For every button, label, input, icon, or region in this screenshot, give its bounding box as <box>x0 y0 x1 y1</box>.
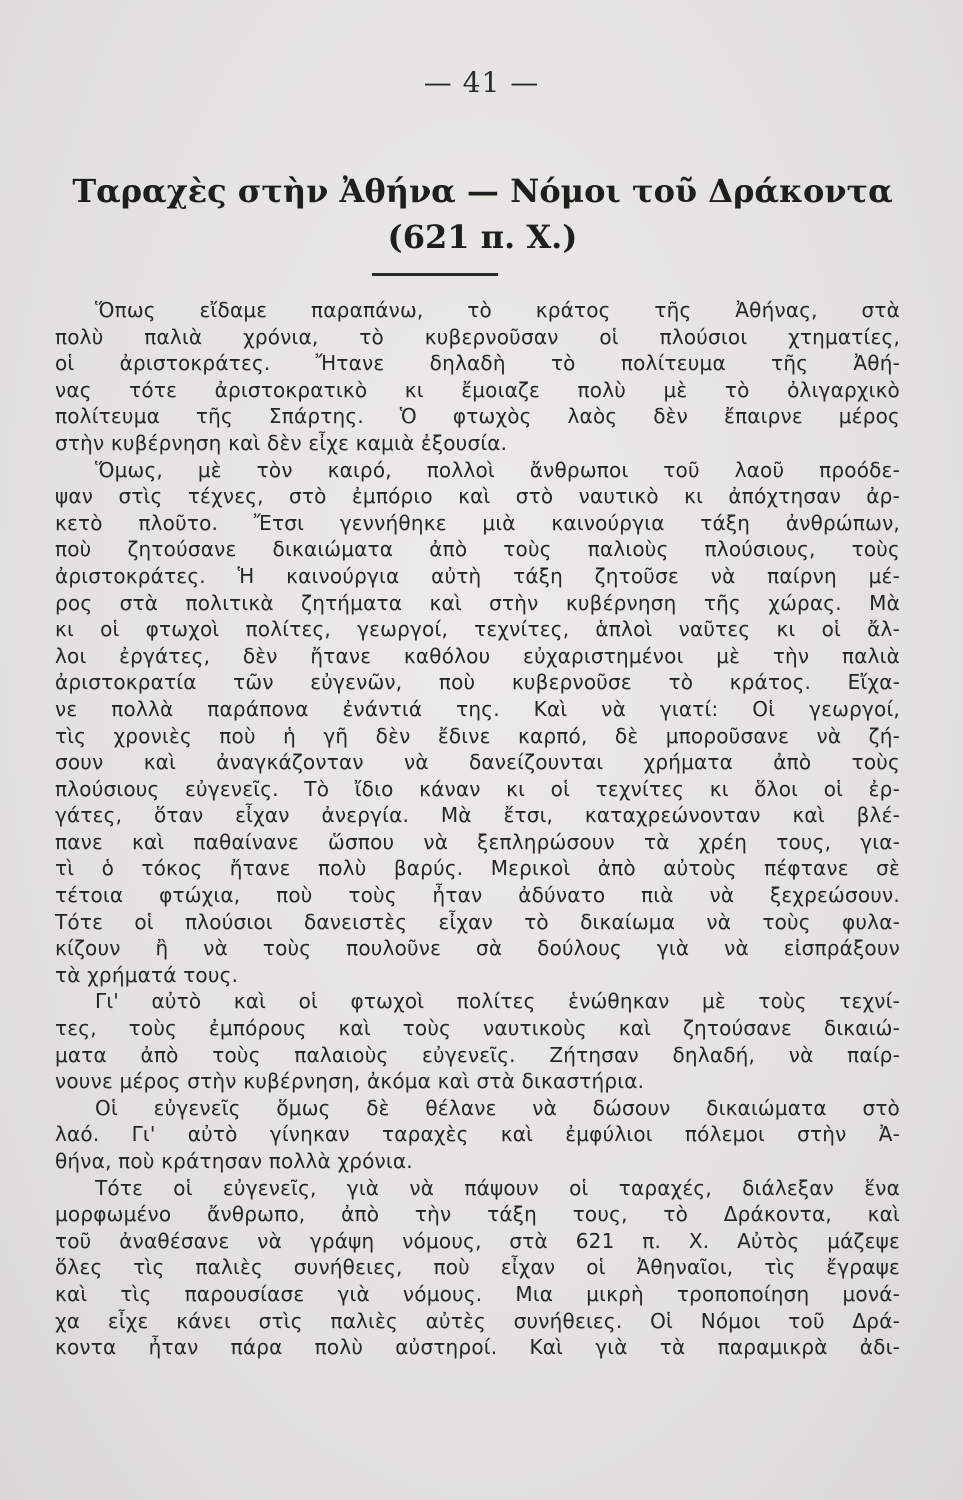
text-line: νουνε μέρος στὴν κυβέρνηση, ἀκόμα καὶ στὰ δικαστήρια. <box>55 1069 645 1094</box>
text-line: ἀριστοκράτες. Ἡ καινούργια αὐτὴ τάξη ζητοῦσε νὰ παίρνη μέ- <box>55 563 900 588</box>
text-line: ὅλες τὶς παλιὲς συνήθειες, ποὺ εἶχαν οἱ Ἀθηναῖοι, τὶς ἔγραψε <box>55 1255 900 1280</box>
body-text <box>55 297 900 1361</box>
text-line: Γι' αὐτὸ καὶ οἱ φτωχοὶ πολίτες ἑνώθηκαν μὲ τοὺς τεχνί- <box>95 989 900 1014</box>
text-line: κοντα ἦταν πάρα πολὺ αὐστηροί. Καὶ γιὰ τὰ παραμικρὰ ἀδι- <box>55 1335 900 1360</box>
text-line: λαό. Γι' αὐτὸ γίνηκαν ταραχὲς καὶ ἐμφύλιοι πόλεμοι στὴν Ἀ- <box>55 1122 900 1147</box>
text-line: Τότε οἱ πλούσιοι δανειστὲς εἶχαν τὸ δικαίωμα νὰ τοὺς φυλα- <box>55 909 900 934</box>
chapter-title <box>40 168 925 260</box>
chapter-title-line-2: (621 π. Χ.) <box>387 218 578 256</box>
page-number: — 41 — <box>423 66 540 99</box>
text-line: κίζουν ἢ νὰ τοὺς πουλοῦνε σὰ δούλους γιὰ νὰ εἰσπράξουν <box>55 936 900 961</box>
text-line: κετὸ πλοῦτο. Ἔτσι γεννήθηκε μιὰ καινούργια τάξη ἀνθρώπων, <box>55 510 900 535</box>
text-line: νας τότε ἀριστοκρατικὸ κι ἔμοιαζε πολὺ μὲ τὸ ὀλιγαρχικὸ <box>55 377 900 402</box>
title-divider <box>372 273 498 276</box>
text-line: τέτοια φτώχια, ποὺ τοὺς ἦταν ἀδύνατο πιὰ νὰ ξεχρεώσουν. <box>55 883 900 908</box>
text-line: νε πολλὰ παράπονα ἐνάντιά της. Καὶ νὰ γιατί: Οἱ γεωργοί, <box>55 696 900 721</box>
text-line: θήνα, ποὺ κράτησαν πολλὰ χρόνια. <box>55 1149 413 1173</box>
text-line: Οἱ εὐγενεῖς ὅμως δὲ θέλανε νὰ δώσουν δικαιώματα στὸ <box>95 1095 900 1120</box>
text-line: Ὅμως, μὲ τὸν καιρό, πολλοὶ ἄνθρωποι τοῦ λαοῦ προόδε- <box>95 457 900 482</box>
text-line: Τότε οἱ εὐγενεῖς, γιὰ νὰ πάψουν οἱ ταραχές, διάλεξαν ἕνα <box>95 1175 900 1200</box>
text-line: τες, τοὺς ἐμπόρους καὶ τοὺς ναυτικοὺς καὶ ζητούσανε δικαιώ- <box>55 1016 900 1041</box>
text-line: Ὅπως εἴδαμε παραπάνω, τὸ κράτος τῆς Ἀθήνας, στὰ <box>95 298 900 322</box>
chapter-title-line-1: Ταραχὲς στὴν Ἀθήνα — Νόμοι τοῦ Δράκοντα <box>72 172 893 210</box>
text-line: πολίτευμα τῆς Σπάρτης. Ὁ φτωχὸς λαὸς δὲν ἔπαιρνε μέρος <box>55 404 900 429</box>
text-line: σουν καὶ ἀναγκάζονταν νὰ δανείζουνται χρήματα ἀπὸ τοὺς <box>55 750 900 775</box>
text-line: πολὺ παλιὰ χρόνια, τὸ κυβερνοῦσαν οἱ πλούσιοι χτηματίες, <box>55 324 900 349</box>
text-line: πλούσιους εὐγενεῖς. Τὸ ἴδιο κάναν κι οἱ τεχνίτες κι ὅλοι οἱ ἐρ- <box>55 776 900 801</box>
text-line: στὴν κυβέρνηση καὶ δὲν εἶχε καμιὰ ἐξουσία. <box>55 430 508 455</box>
text-line: τὰ χρήματά τους. <box>55 962 239 987</box>
text-line: τὶ ὁ τόκος ἤτανε πολὺ βαρύς. Μερικοὶ ἀπὸ αὐτοὺς πέφτανε σὲ <box>55 856 900 881</box>
text-line: γάτες, ὅταν εἶχαν ἀνεργία. Μὰ ἔτσι, καταχρεώνονταν καὶ βλέ- <box>55 803 900 828</box>
text-line: οἱ ἀριστοκράτες. Ἤτανε δηλαδὴ τὸ πολίτευμα τῆς Ἀθή- <box>55 351 900 376</box>
text-line: τοῦ ἀναθέσανε νὰ γράψη νόμους, στὰ 621 π. Χ. Αὐτὸς μάζεψε <box>55 1228 900 1253</box>
text-line: κι οἱ φτωχοὶ πολίτες, γεωργοί, τεχνίτες, ἁπλοὶ ναῦτες κι οἱ ἄλ- <box>55 617 900 642</box>
text-line: ποὺ ζητούσανε δικαιώματα ἀπὸ τοὺς παλιοὺς πλούσιους, τοὺς <box>55 537 900 562</box>
text-line: χα εἶχε κάνει στὶς παλιὲς αὐτὲς συνήθειες. Οἱ Νόμοι τοῦ Δρά- <box>55 1308 900 1333</box>
text-line: πανε καὶ παθαίνανε ὥσπου νὰ ξεπληρώσουν τὰ χρέη τους, για- <box>55 829 900 854</box>
text-line: ρος στὰ πολιτικὰ ζητήματα καὶ στὴν κυβέρνηση τῆς χώρας. Μὰ <box>55 590 900 615</box>
text-line: λοι ἐργάτες, δὲν ἤτανε καθόλου εὐχαριστημένοι μὲ τὴν παλιὰ <box>55 643 900 668</box>
text-line: τὶς χρονιὲς ποὺ ἡ γῆ δὲν ἔδινε καρπό, δὲ μποροῦσανε νὰ ζή- <box>55 723 900 748</box>
text-line: ματα ἀπὸ τοὺς παλαιοὺς εὐγενεῖς. Ζήτησαν δηλαδή, νὰ παίρ- <box>55 1042 900 1067</box>
text-line: καὶ τὶς παρουσίασε γιὰ νόμους. Μια μικρὴ τροποποίηση μονά- <box>55 1281 900 1306</box>
text-line: ψαν στὶς τέχνες, στὸ ἐμπόριο καὶ στὸ ναυτικὸ κι ἀπόχτησαν ἀρ- <box>55 484 900 509</box>
text-line: ἀριστοκρατία τῶν εὐγενῶν, ποὺ κυβερνοῦσε τὸ κράτος. Εἴχα- <box>55 670 900 695</box>
text-line: μορφωμένο ἄνθρωπο, ἀπὸ τὴν τάξη τους, τὸ Δράκοντα, καὶ <box>55 1202 900 1227</box>
